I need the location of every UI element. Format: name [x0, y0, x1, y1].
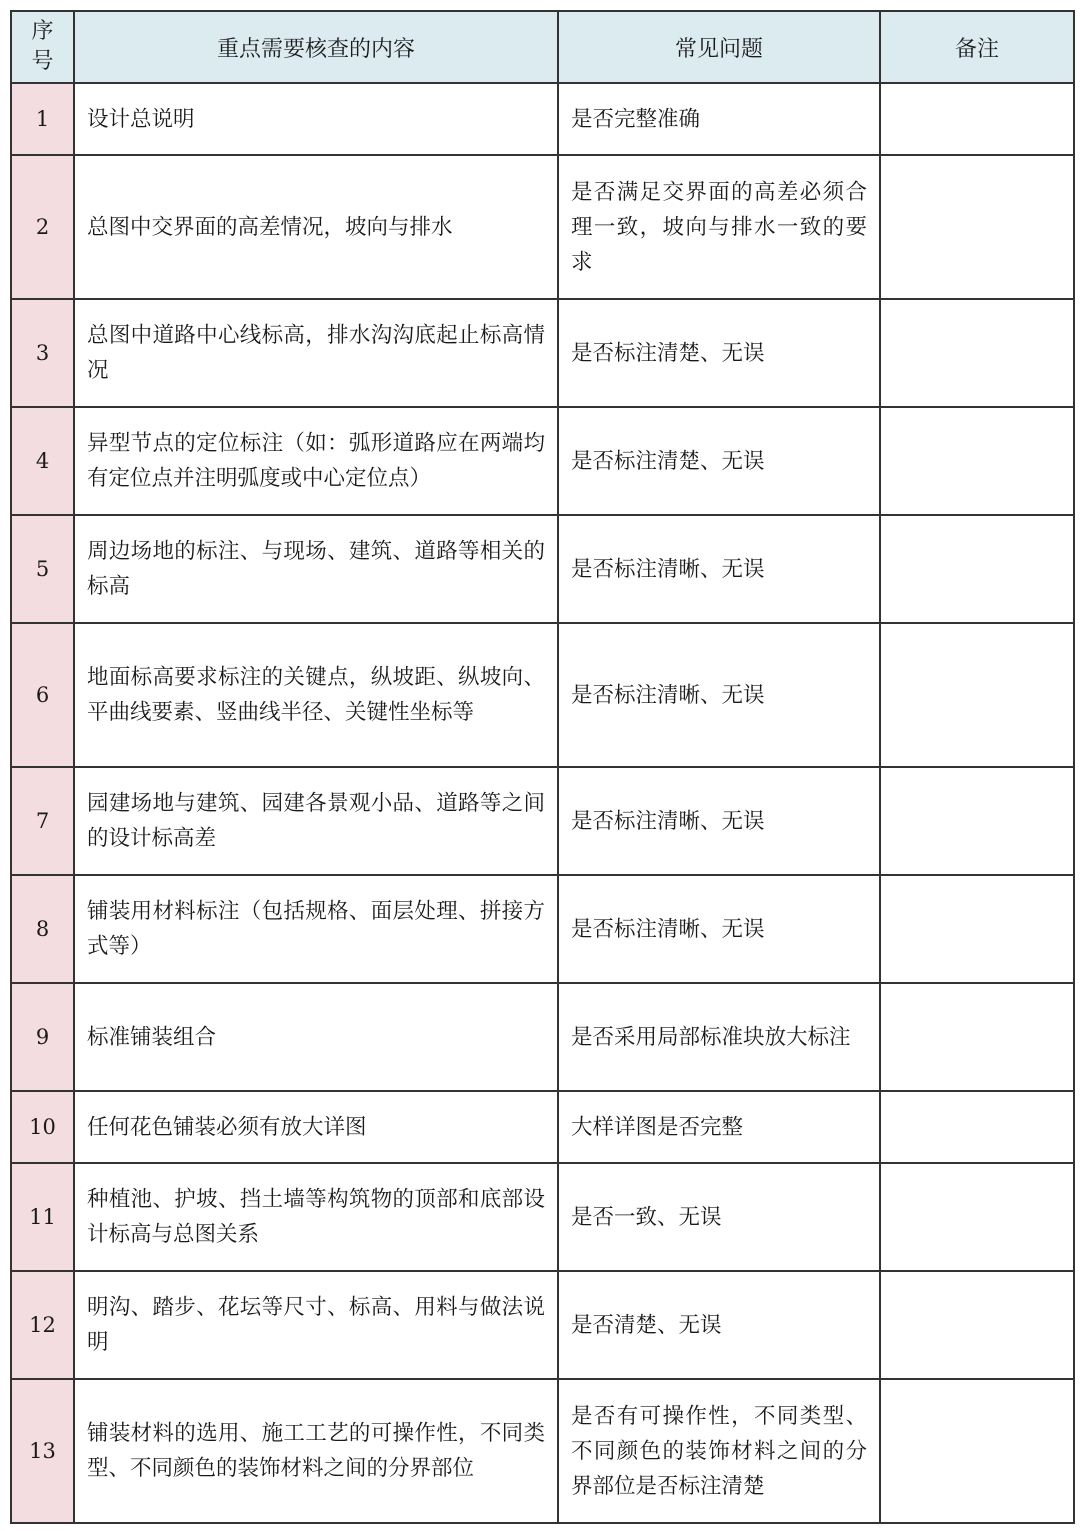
table-row: [11, 1271, 1074, 1379]
cell-remark: [880, 155, 1074, 299]
cell-index: 13: [11, 1379, 74, 1523]
header-remark: 备注: [880, 11, 1074, 83]
cell-content: 地面标高要求标注的关键点，纵坡距、纵坡向、平曲线要素、竖曲线半径、关键性坐标等: [74, 623, 558, 767]
table-row: [11, 299, 1074, 407]
table-row: [11, 515, 1074, 623]
cell-content: 标准铺装组合: [74, 983, 558, 1091]
table-row: [11, 1163, 1074, 1271]
cell-index: 10: [11, 1091, 74, 1163]
cell-remark: [880, 623, 1074, 767]
cell-index: 9: [11, 983, 74, 1091]
cell-content: 明沟、踏步、花坛等尺寸、标高、用料与做法说明: [74, 1271, 558, 1379]
table-row: [11, 1379, 1074, 1523]
cell-content: 总图中交界面的高差情况，坡向与排水: [74, 155, 558, 299]
cell-index: 1: [11, 83, 74, 155]
cell-index: 3: [11, 299, 74, 407]
cell-content: 周边场地的标注、与现场、建筑、道路等相关的标高: [74, 515, 558, 623]
header-index-line1: 序: [31, 19, 54, 44]
cell-problem: 是否采用局部标准块放大标注: [558, 983, 880, 1091]
cell-problem: 是否一致、无误: [558, 1163, 880, 1271]
cell-remark: [880, 1163, 1074, 1271]
header-problem: 常见问题: [558, 11, 880, 83]
cell-content: 铺装用材料标注（包括规格、面层处理、拼接方式等）: [74, 875, 558, 983]
cell-problem: 是否标注清晰、无误: [558, 623, 880, 767]
table-row: [11, 83, 1074, 155]
cell-problem: 是否标注清楚、无误: [558, 299, 880, 407]
table-row: [11, 155, 1074, 299]
header-index: [11, 11, 74, 83]
cell-remark: [880, 407, 1074, 515]
cell-problem: 是否标注清晰、无误: [558, 767, 880, 875]
cell-problem: 是否清楚、无误: [558, 1271, 880, 1379]
cell-problem: 是否标注清晰、无误: [558, 515, 880, 623]
cell-remark: [880, 1271, 1074, 1379]
inspection-table: [10, 10, 1075, 1524]
cell-remark: [880, 515, 1074, 623]
cell-index: 2: [11, 155, 74, 299]
cell-problem: 是否满足交界面的高差必须合理一致，坡向与排水一致的要求: [558, 155, 880, 299]
cell-content: 铺装材料的选用、施工工艺的可操作性，不同类型、不同颜色的装饰材料之间的分界部位: [74, 1379, 558, 1523]
cell-remark: [880, 299, 1074, 407]
cell-remark: [880, 1379, 1074, 1523]
cell-problem: 是否有可操作性，不同类型、不同颜色的装饰材料之间的分界部位是否标注清楚: [558, 1379, 880, 1523]
header-index-line2: 号: [31, 49, 54, 74]
cell-index: 11: [11, 1163, 74, 1271]
table-row: [11, 623, 1074, 767]
table-row: [11, 875, 1074, 983]
cell-content: 异型节点的定位标注（如：弧形道路应在两端均有定位点并注明弧度或中心定位点）: [74, 407, 558, 515]
table-row: [11, 1091, 1074, 1163]
header-content: 重点需要核查的内容: [74, 11, 558, 83]
cell-problem: 是否完整准确: [558, 83, 880, 155]
cell-content: 园建场地与建筑、园建各景观小品、道路等之间的设计标高差: [74, 767, 558, 875]
inspection-table-container: [10, 10, 1075, 1524]
cell-problem: 是否标注清楚、无误: [558, 407, 880, 515]
header-row: [11, 11, 1074, 83]
cell-index: 12: [11, 1271, 74, 1379]
cell-index: 6: [11, 623, 74, 767]
table-row: [11, 767, 1074, 875]
cell-remark: [880, 83, 1074, 155]
cell-problem: 是否标注清晰、无误: [558, 875, 880, 983]
cell-content: 种植池、护坡、挡土墙等构筑物的顶部和底部设计标高与总图关系: [74, 1163, 558, 1271]
table-row: [11, 407, 1074, 515]
table-row: [11, 983, 1074, 1091]
cell-index: 8: [11, 875, 74, 983]
cell-problem: 大样详图是否完整: [558, 1091, 880, 1163]
cell-index: 4: [11, 407, 74, 515]
cell-remark: [880, 767, 1074, 875]
cell-index: 5: [11, 515, 74, 623]
cell-remark: [880, 875, 1074, 983]
cell-content: 任何花色铺装必须有放大详图: [74, 1091, 558, 1163]
cell-index: 7: [11, 767, 74, 875]
cell-remark: [880, 1091, 1074, 1163]
cell-content: 总图中道路中心线标高，排水沟沟底起止标高情况: [74, 299, 558, 407]
cell-remark: [880, 983, 1074, 1091]
cell-content: 设计总说明: [74, 83, 558, 155]
